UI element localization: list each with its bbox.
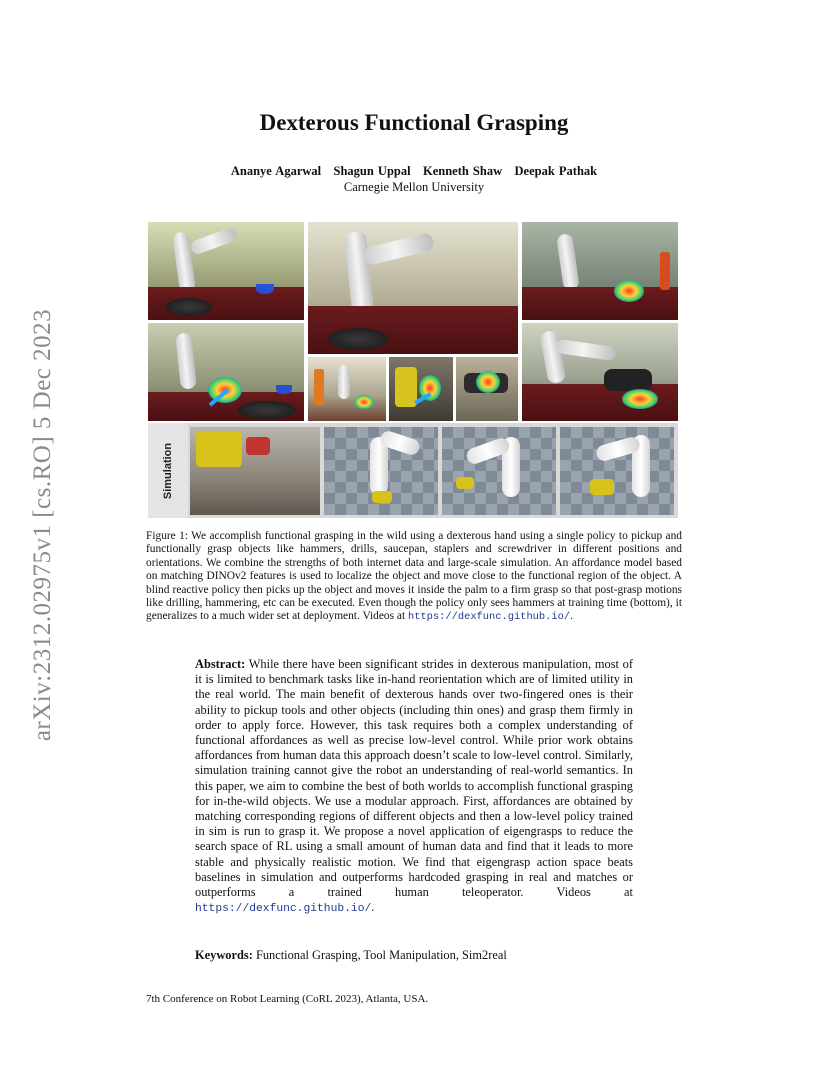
caption-text: Figure 1: We accomplish functional grasping in the wild using a dexterous hand using a single policy to pickup and functionally grasp objects like hammers, drills, saucepan, staplers and screwdriver in different positions and orientations. We combine the strengths of both internet data and large-scale simulation. An affordance model based on matching DINOv2 features is used to localize the object and move close to the functional region of the object. A blind reactive policy then picks up the object and moves it inside the palm to a firm grasp so that post-grasp motions like drilling, hammering, etc can be executed. Even though the policy only sees hammers at training time (bottom), it generalizes to a much wider set at deployment. Videos at <box>146 530 682 623</box>
caption-project-link[interactable]: https://dexfunc.github.io/ <box>407 611 571 624</box>
caption-end: . <box>570 610 573 623</box>
figure-caption <box>146 530 682 625</box>
author-name: Kenneth Shaw <box>422 164 503 178</box>
photo-robot-pan-handle <box>148 323 304 421</box>
photo-robot-stapler <box>522 323 678 421</box>
keywords-label: Keywords: <box>195 948 253 962</box>
photo-stapler-affordance <box>456 357 518 421</box>
arxiv-stamp <box>22 290 64 760</box>
abstract-end: . <box>371 900 375 915</box>
author-list <box>0 164 828 179</box>
paper-title: Dexterous Functional Grasping <box>259 110 569 135</box>
simulation-label: Simulation <box>148 423 188 518</box>
sim-hammer-grasp-closeup <box>190 427 320 515</box>
sim-scene-2 <box>442 427 556 515</box>
sim-scene-3 <box>560 427 674 515</box>
simulation-panel <box>148 423 678 518</box>
abstract <box>195 657 633 917</box>
author-name: Ananye Agarwal <box>230 164 322 178</box>
abstract-project-link[interactable]: https://dexfunc.github.io/ <box>195 903 372 916</box>
photo-drill-affordance <box>389 357 453 421</box>
sim-scene-1 <box>324 427 438 515</box>
photo-robot-saucepan <box>148 222 304 320</box>
figure-1 <box>148 222 678 518</box>
photo-robot-screwdriver <box>522 222 678 320</box>
affiliation: Carnegie Mellon University <box>343 180 485 194</box>
photo-robot-drill-approach <box>308 357 386 421</box>
author-name: Shagun Uppal <box>333 164 411 178</box>
abstract-text: While there have been significant strides in dexterous manipulation, most of it is limited to benchmark tasks like in-hand reorientation which are of limited utility in the real world. The main benefit of dexterous hands over two-fingered ones is their ability to pickup tools and other objects (including thin ones) and grasp them firmly in order to apply force. However, this task requires both a complex understanding of functional affordances as well as precise low-level control. While prior work obtains affordances from human data this approach doesn’t scale to low-level control. Similarly, simulation training cannot give the robot an understanding of real-world semantics. In this paper, we aim to combine the best of both worlds to accomplish functional grasping for in-the-wild objects. We use a modular approach. First, affordances are obtained by matching corresponding regions of different objects and then a low-level policy trained in sim is run to grasp it. We propose a novel application of eigengrasps to reduce the search space of RL using a small amount of human data and find that it leads to more stable and physically realistic motion. We find that eigengrasp action space beats baselines in simulation and outperforms hardcoded grasping in real and matches or outperforms a trained human teleoperator. Videos at <box>195 657 633 900</box>
keywords-text: Functional Grasping, Tool Manipulation, Sim2real <box>255 948 507 962</box>
conference-footer: 7th Conference on Robot Learning (CoRL 2023), Atlanta, USA. <box>146 993 429 1005</box>
arxiv-stamp-text: arXiv:2312.02975v1 [cs.RO] 5 Dec 2023 <box>29 308 56 742</box>
keywords <box>195 948 633 963</box>
author-name: Deepak Pathak <box>514 164 598 178</box>
abstract-label: Abstract: <box>195 657 246 671</box>
photo-robot-hammer-large <box>308 222 518 354</box>
